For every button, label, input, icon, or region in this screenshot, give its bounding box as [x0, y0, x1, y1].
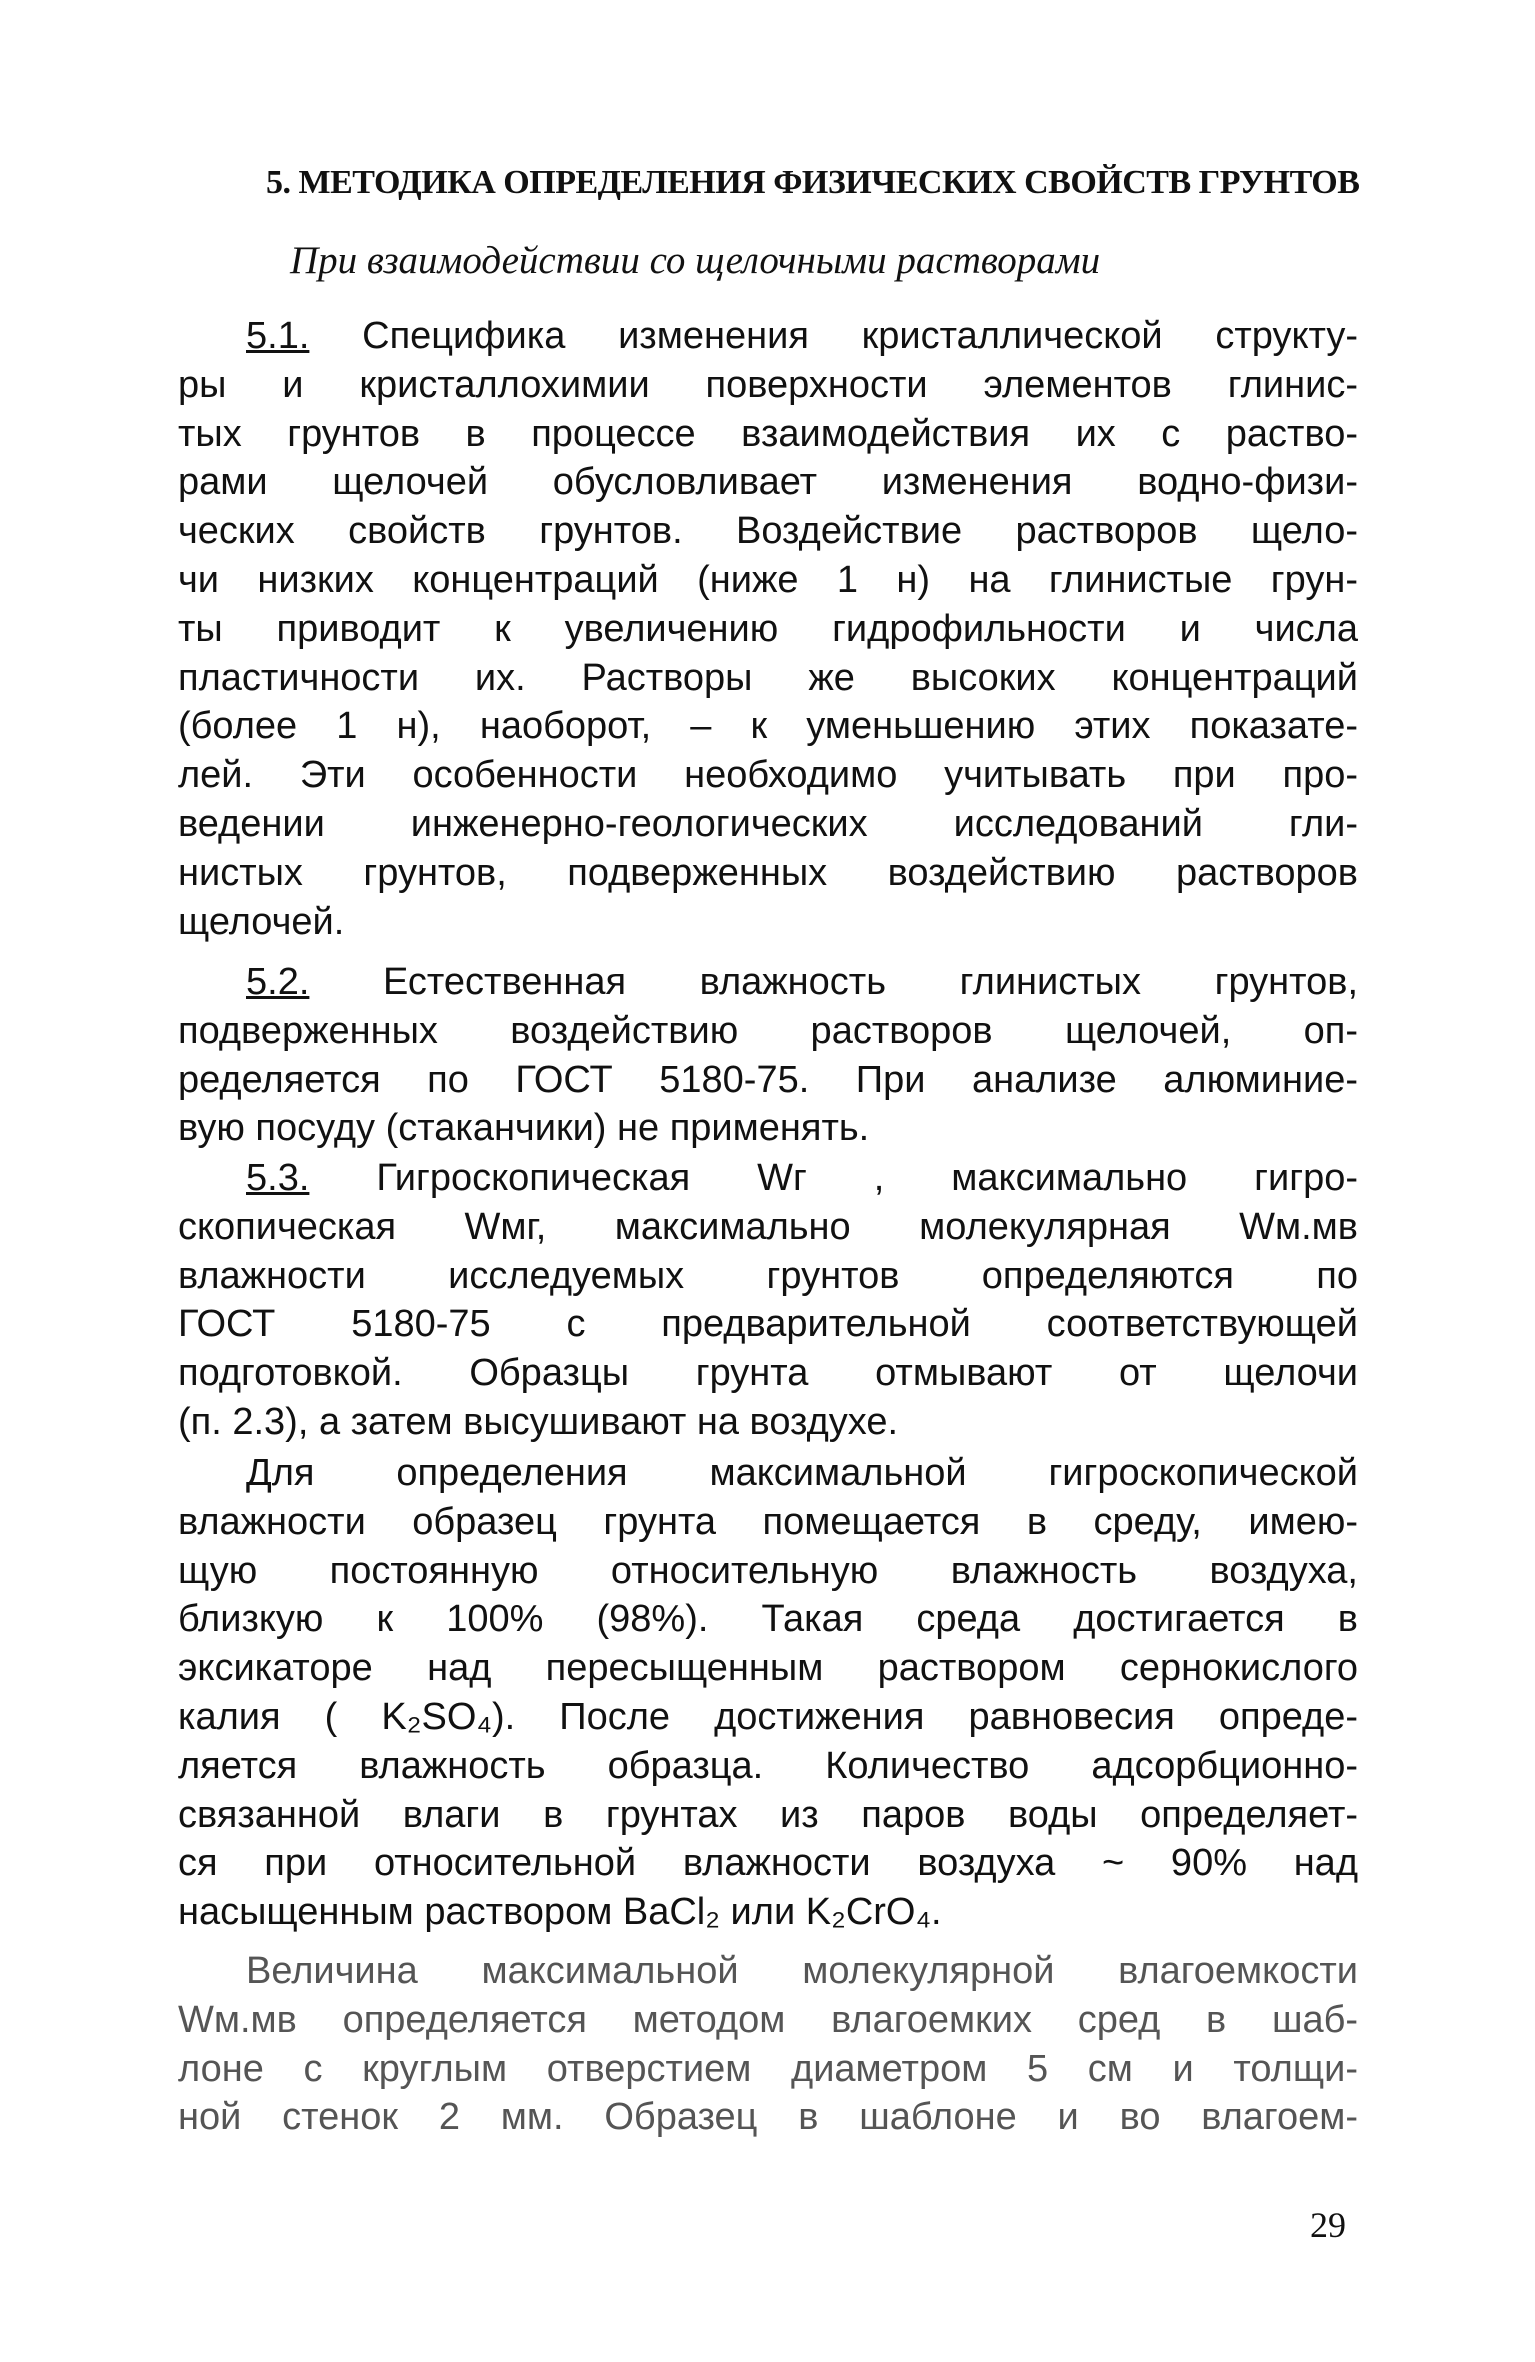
paragraph-line: Для определения максимальной гигроскопической [246, 1452, 1358, 1494]
paragraph-line: насыщенным раствором BaCl₂ или K₂CrO₄. [178, 1891, 942, 1934]
paragraph-line: ГОСТ 5180-75 с предварительной соответствующей [178, 1303, 1358, 1346]
paragraph-line: близкую к 100% (98%). Такая среда достигается в [178, 1598, 1358, 1641]
paragraph-line: калия ( K₂SO₄). После достижения равновесия опреде- [178, 1695, 1358, 1738]
paragraph-line: вую посуду (стаканчики) не применять. [178, 1107, 870, 1150]
paragraph-5-3 [178, 1154, 1358, 1447]
paragraph-line: ной стенок 2 мм. Образец в шаблоне и во влагоем- [178, 2096, 1358, 2139]
paragraph-line: влажности образец грунта помещается в среду, имею- [178, 1500, 1358, 1543]
paragraph-line: ся при относительной влажности воздуха ~ 90% над [178, 1842, 1358, 1885]
paragraph-hygroscopic [178, 1449, 1358, 1937]
paragraph-line: 5.2. Естественная влажность глинистых грунтов, [246, 961, 1359, 1003]
paragraph-line: щую постоянную относительную влажность воздуха, [178, 1549, 1358, 1592]
section-subheading: При взаимодействии со щелочными растворами [290, 239, 1101, 282]
paragraph-line: 5.1. Специфика изменения кристаллической структу- [246, 315, 1358, 357]
section-number: 5.3. [246, 1157, 310, 1199]
paragraph-5-2 [178, 958, 1358, 1153]
paragraph-line: (п. 2.3), а затем высушивают на воздухе. [178, 1400, 899, 1443]
paragraph-line: 5.3. Гигроскопическая Wг , максимально гигро- [246, 1157, 1358, 1199]
paragraph-line: (более 1 н), наоборот, – к уменьшению этих показате- [178, 705, 1358, 748]
section-number: 5.1. [246, 315, 310, 357]
paragraph-line: подготовкой. Образцы грунта отмывают от щелочи [178, 1352, 1358, 1395]
paragraph-line: нистых грунтов, подверженных воздействию растворов [178, 851, 1358, 894]
paragraph-line: подверженных воздействию растворов щелочей, оп- [178, 1009, 1358, 1052]
paragraph-5-1 [178, 312, 1358, 946]
paragraph-line: влажности исследуемых грунтов определяются по [178, 1254, 1358, 1297]
paragraph-line: пластичности их. Растворы же высоких концентраций [178, 656, 1358, 699]
paragraph-moisture-capacity [178, 1947, 1358, 2142]
page-number: 29 [1310, 2205, 1346, 2245]
paragraph-line: ведении инженерно-геологических исследований гли- [178, 802, 1358, 845]
paragraph-line: эксикаторе над пересыщенным раствором сернокислого [178, 1647, 1358, 1690]
paragraph-line: чи низких концентраций (ниже 1 н) на глинистые грун- [178, 558, 1358, 601]
paragraph-line: ределяется по ГОСТ 5180-75. При анализе алюминие- [178, 1058, 1358, 1101]
paragraph-line: щелочей. [178, 900, 345, 943]
paragraph-line: скопическая Wмг, максимально молекулярная Wм.мв [178, 1205, 1358, 1248]
paragraph-line: ры и кристаллохимии поверхности элементов глинис- [178, 363, 1358, 406]
paragraph-line: лоне с круглым отверстием диаметром 5 см и толщи- [178, 2047, 1358, 2090]
paragraph-line: тых грунтов в процессе взаимодействия их с раство- [178, 412, 1358, 455]
paragraph-line: связанной влаги в грунтах из паров воды определяет- [178, 1793, 1358, 1836]
section-number: 5.2. [246, 961, 310, 1003]
paragraph-line: ческих свойств грунтов. Воздействие растворов щело- [178, 510, 1358, 553]
paragraph-line: ляется влажность образца. Количество адсорбционно- [178, 1744, 1358, 1787]
paragraph-line: лей. Эти особенности необходимо учитывать при про- [178, 754, 1358, 797]
paragraph-line: Величина максимальной молекулярной влагоемкости [246, 1950, 1358, 1992]
paragraph-line: ты приводит к увеличению гидрофильности и числа [178, 607, 1358, 650]
paragraph-line: Wм.мв определяется методом влагоемких сред в шаб- [178, 1998, 1358, 2041]
section-heading: 5. МЕТОДИКА ОПРЕДЕЛЕНИЯ ФИЗИЧЕСКИХ СВОЙСТВ ГРУНТОВ [266, 164, 1360, 201]
paragraph-line: рами щелочей обусловливает изменения водно-физи- [178, 461, 1358, 504]
